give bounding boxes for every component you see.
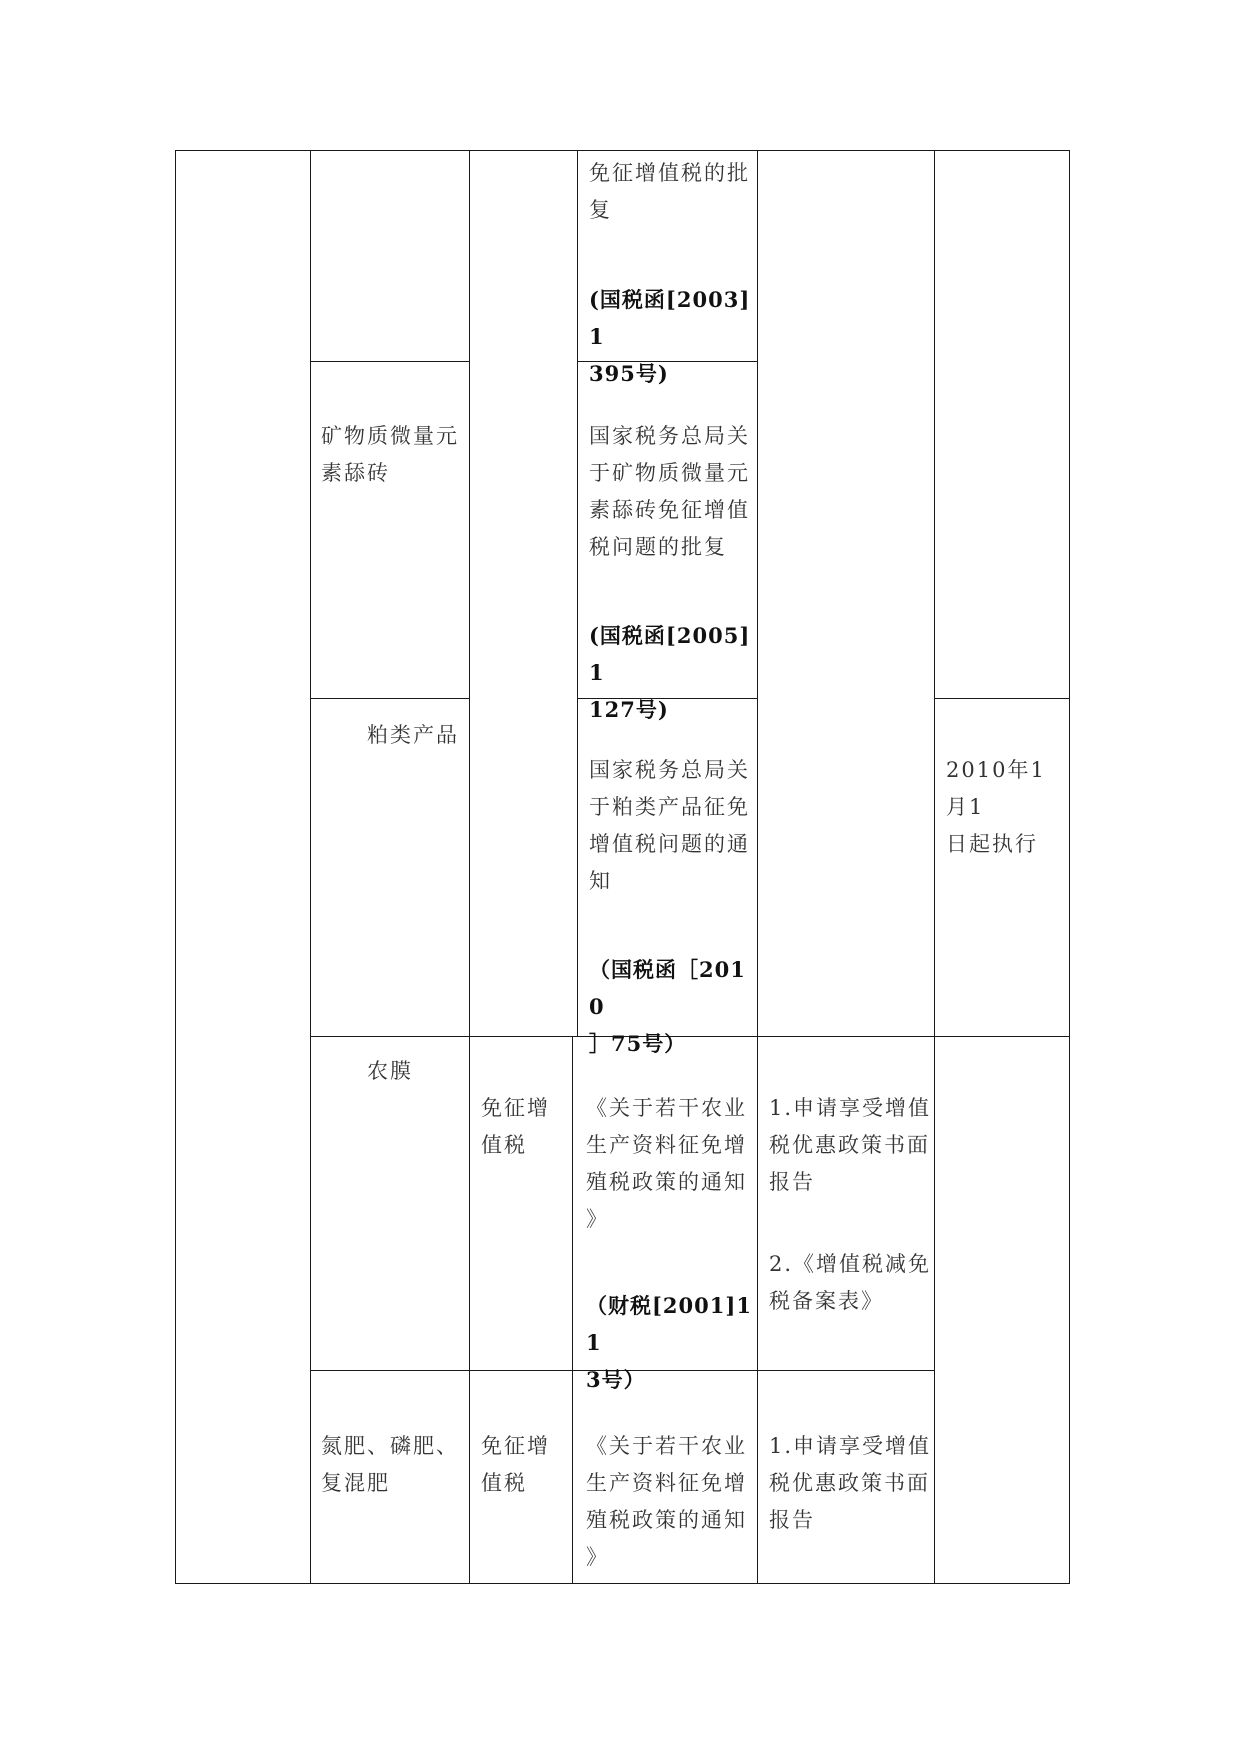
tax-type: 免征增 值税: [481, 1096, 550, 1157]
doc-number: （国税函［2010 ］75号）: [589, 957, 746, 1056]
column-divider: [577, 150, 578, 1036]
row-divider: [310, 361, 469, 362]
effective-date: 2010年1月1 日起执行: [946, 758, 1046, 856]
doc-number: （财税[2001]11 3号）: [586, 1293, 752, 1392]
required-materials: 2.《增值税减免 税备案表》: [769, 1252, 932, 1313]
doc-number: (国税函[2005]1 127号): [589, 623, 751, 722]
column-divider: [469, 150, 470, 1584]
doc-title: 国家税务总局关 于粕类产品征免 增值税问题的通 知: [589, 758, 750, 893]
column-divider: [757, 150, 758, 1584]
doc-number: (国税函[2003]1 395号): [589, 287, 751, 386]
product-name: 氮肥、磷肥、 复混肥: [321, 1434, 459, 1495]
required-materials: 1.申请享受增值 税优惠政策书面 报告: [769, 1096, 932, 1194]
doc-title: 国家税务总局关 于矿物质微量元 素舔砖免征增值 税问题的批复: [589, 424, 750, 559]
product-name: 粕类产品: [367, 723, 459, 747]
doc-title: 《关于若干农业 生产资料征免增 殖税政策的通知 》: [586, 1434, 747, 1569]
required-materials: 1.申请享受增值 税优惠政策书面 报告: [769, 1434, 932, 1532]
column-divider: [572, 1036, 573, 1584]
product-name: 矿物质微量元 素舔砖: [321, 424, 459, 485]
doc-title-tail: 免征增值税的批 复: [589, 161, 750, 222]
table-border-right: [1069, 150, 1070, 1584]
row-divider: [934, 698, 1069, 699]
column-divider: [310, 150, 311, 1584]
column-divider: [934, 150, 935, 1584]
table-border-left: [175, 150, 176, 1584]
product-name: 农膜: [367, 1059, 413, 1083]
tax-type: 免征增 值税: [481, 1434, 550, 1495]
doc-title: 《关于若干农业 生产资料征免增 殖税政策的通知 》: [586, 1096, 747, 1231]
row-divider: [310, 698, 469, 699]
